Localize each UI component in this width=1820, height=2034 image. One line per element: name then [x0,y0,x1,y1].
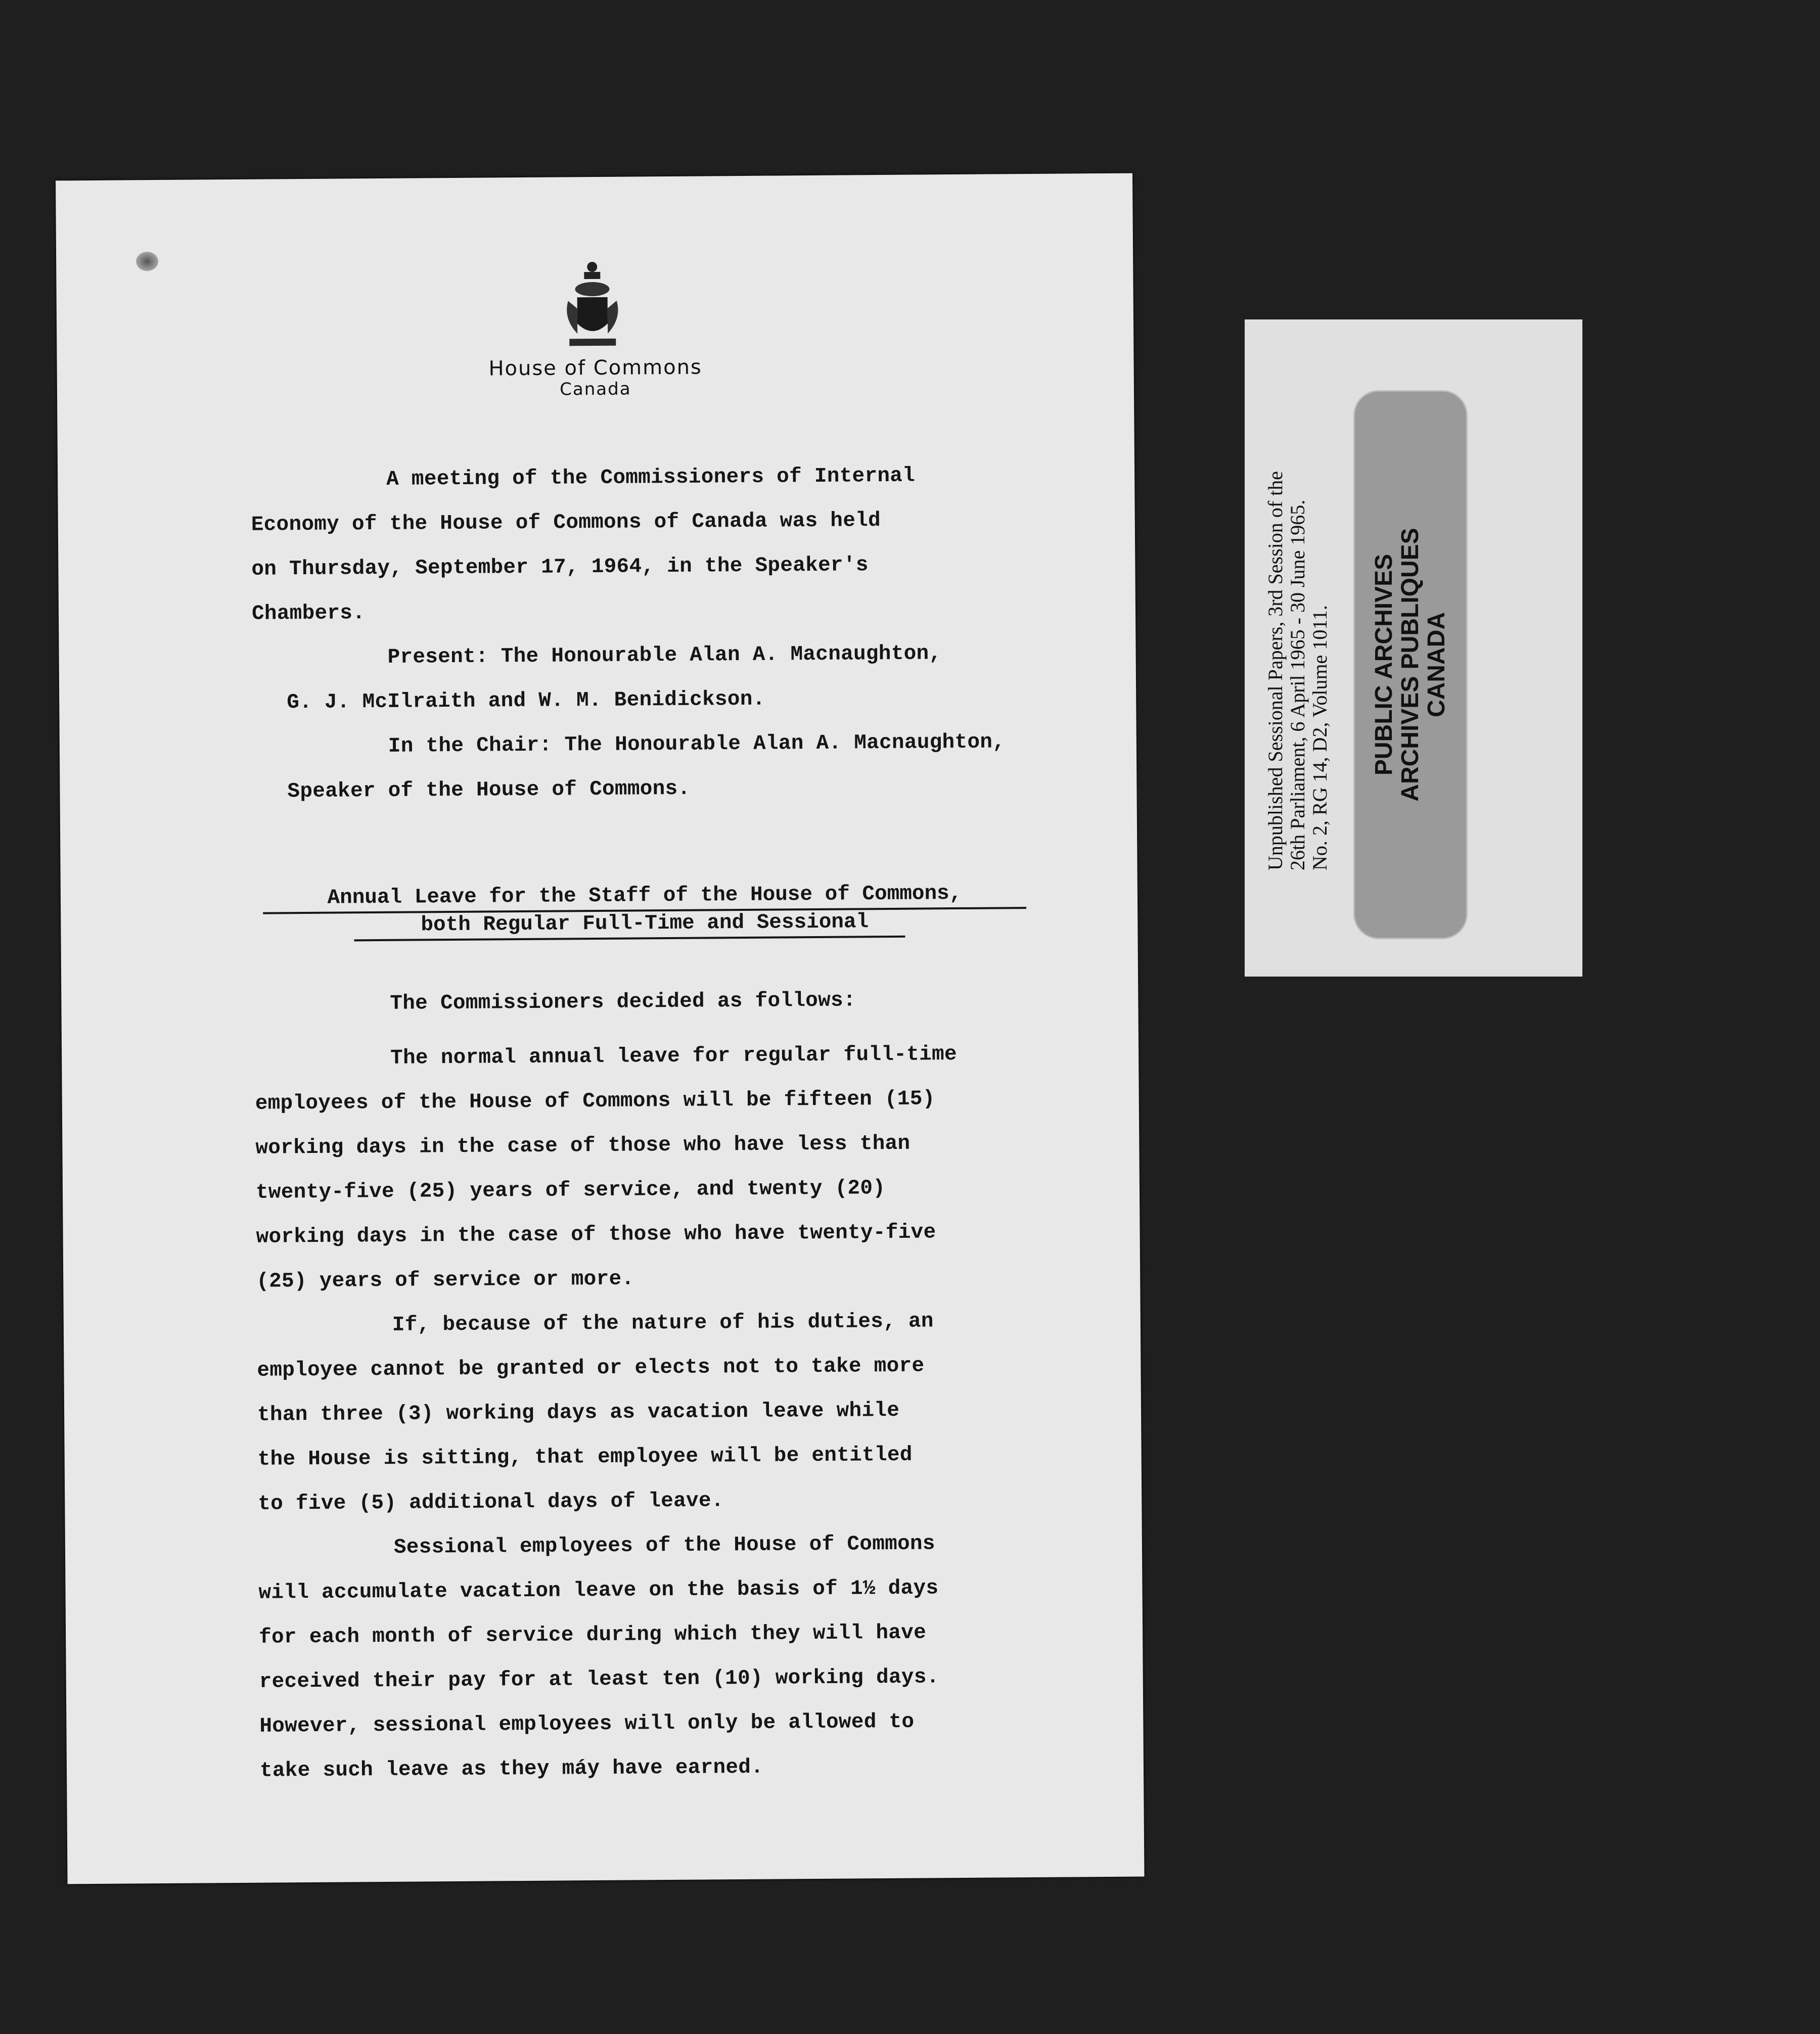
meeting-line: Economy of the House of Commons of Canada was held [251,509,881,537]
para2-line: the House is sitting, that employee will be entitled [257,1443,913,1471]
para2-line: to five (5) additional days of leave. [258,1489,724,1516]
para3-line: received their pay for at least ten (10) working days. [259,1666,939,1694]
present-line: G. J. McIlraith and W. M. Benidickson. [287,687,765,715]
para2-line: than three (3) working days as vacation leave while [257,1399,900,1427]
chair-line: In the Chair: The Honourable Alan A. Macnaughton, [388,730,1006,758]
section-heading-line1: Annual Leave for the Staff of the House of Commons, [327,882,962,910]
para3-line: Sessional employees of the House of Commons [393,1532,935,1559]
coat-of-arms-icon [562,258,623,354]
archive-caption-line: No. 2, RG 14, D2, Volume 1011. [1308,605,1331,870]
meeting-line: on Thursday, September 17, 1964, in the Speaker's [251,553,869,581]
para2-line: employee cannot be granted or elects not to take more [257,1354,925,1382]
para3-line: take such leave as they máy have earned. [259,1755,764,1783]
letterhead-subtitle: Canada [560,379,631,400]
meeting-line: A meeting of the Commissioners of Internal [386,464,916,491]
decided-line: The Commissioners decided as follows: [390,989,856,1015]
meeting-line: Chambers. [251,602,366,626]
punch-hole [136,252,158,271]
para1-line: (25) years of service or more. [256,1267,634,1293]
letterhead-title: House of Commons [488,355,702,381]
para1-line: twenty-five (25) years of service, and twenty (20) [255,1177,886,1205]
archive-stamp-line: CANADA [1423,612,1450,717]
archive-caption-line: 26th Parliament, 6 April 1965 - 30 June 1965. [1286,499,1309,870]
archive-stamp-line: PUBLIC ARCHIVES [1371,553,1397,776]
para3-line: However, sessional employees will only be allowed to [259,1710,915,1738]
archive-stamp-line: ARCHIVES PUBLIQUES [1397,528,1424,802]
para3-line: for each month of service during which they will have [258,1621,927,1649]
chair-line: Speaker of the House of Commons. [287,777,691,804]
para1-line: employees of the House of Commons will be fifteen (15) [255,1087,935,1116]
para3-line: will accumulate vacation leave on the basis of 1½ days [258,1577,939,1605]
para1-line: working days in the case of those who have twenty-five [256,1221,936,1249]
para2-line: If, because of the nature of his duties, an [392,1310,934,1337]
present-line: Present: The Honourable Alan A. Macnaughton, [387,642,942,669]
para1-line: working days in the case of those who have less than [255,1132,911,1160]
para1-line: The normal annual leave for regular full-time [390,1043,957,1070]
section-heading-line2: both Regular Full-Time and Sessional [421,910,869,937]
archive-caption [1260,405,1336,936]
archive-label-card [1245,319,1582,977]
archive-stamp [1353,390,1468,939]
archive-caption-line: Unpublished Sessional Papers, 3rd Session of the [1264,471,1287,870]
document-page [56,173,1144,1884]
